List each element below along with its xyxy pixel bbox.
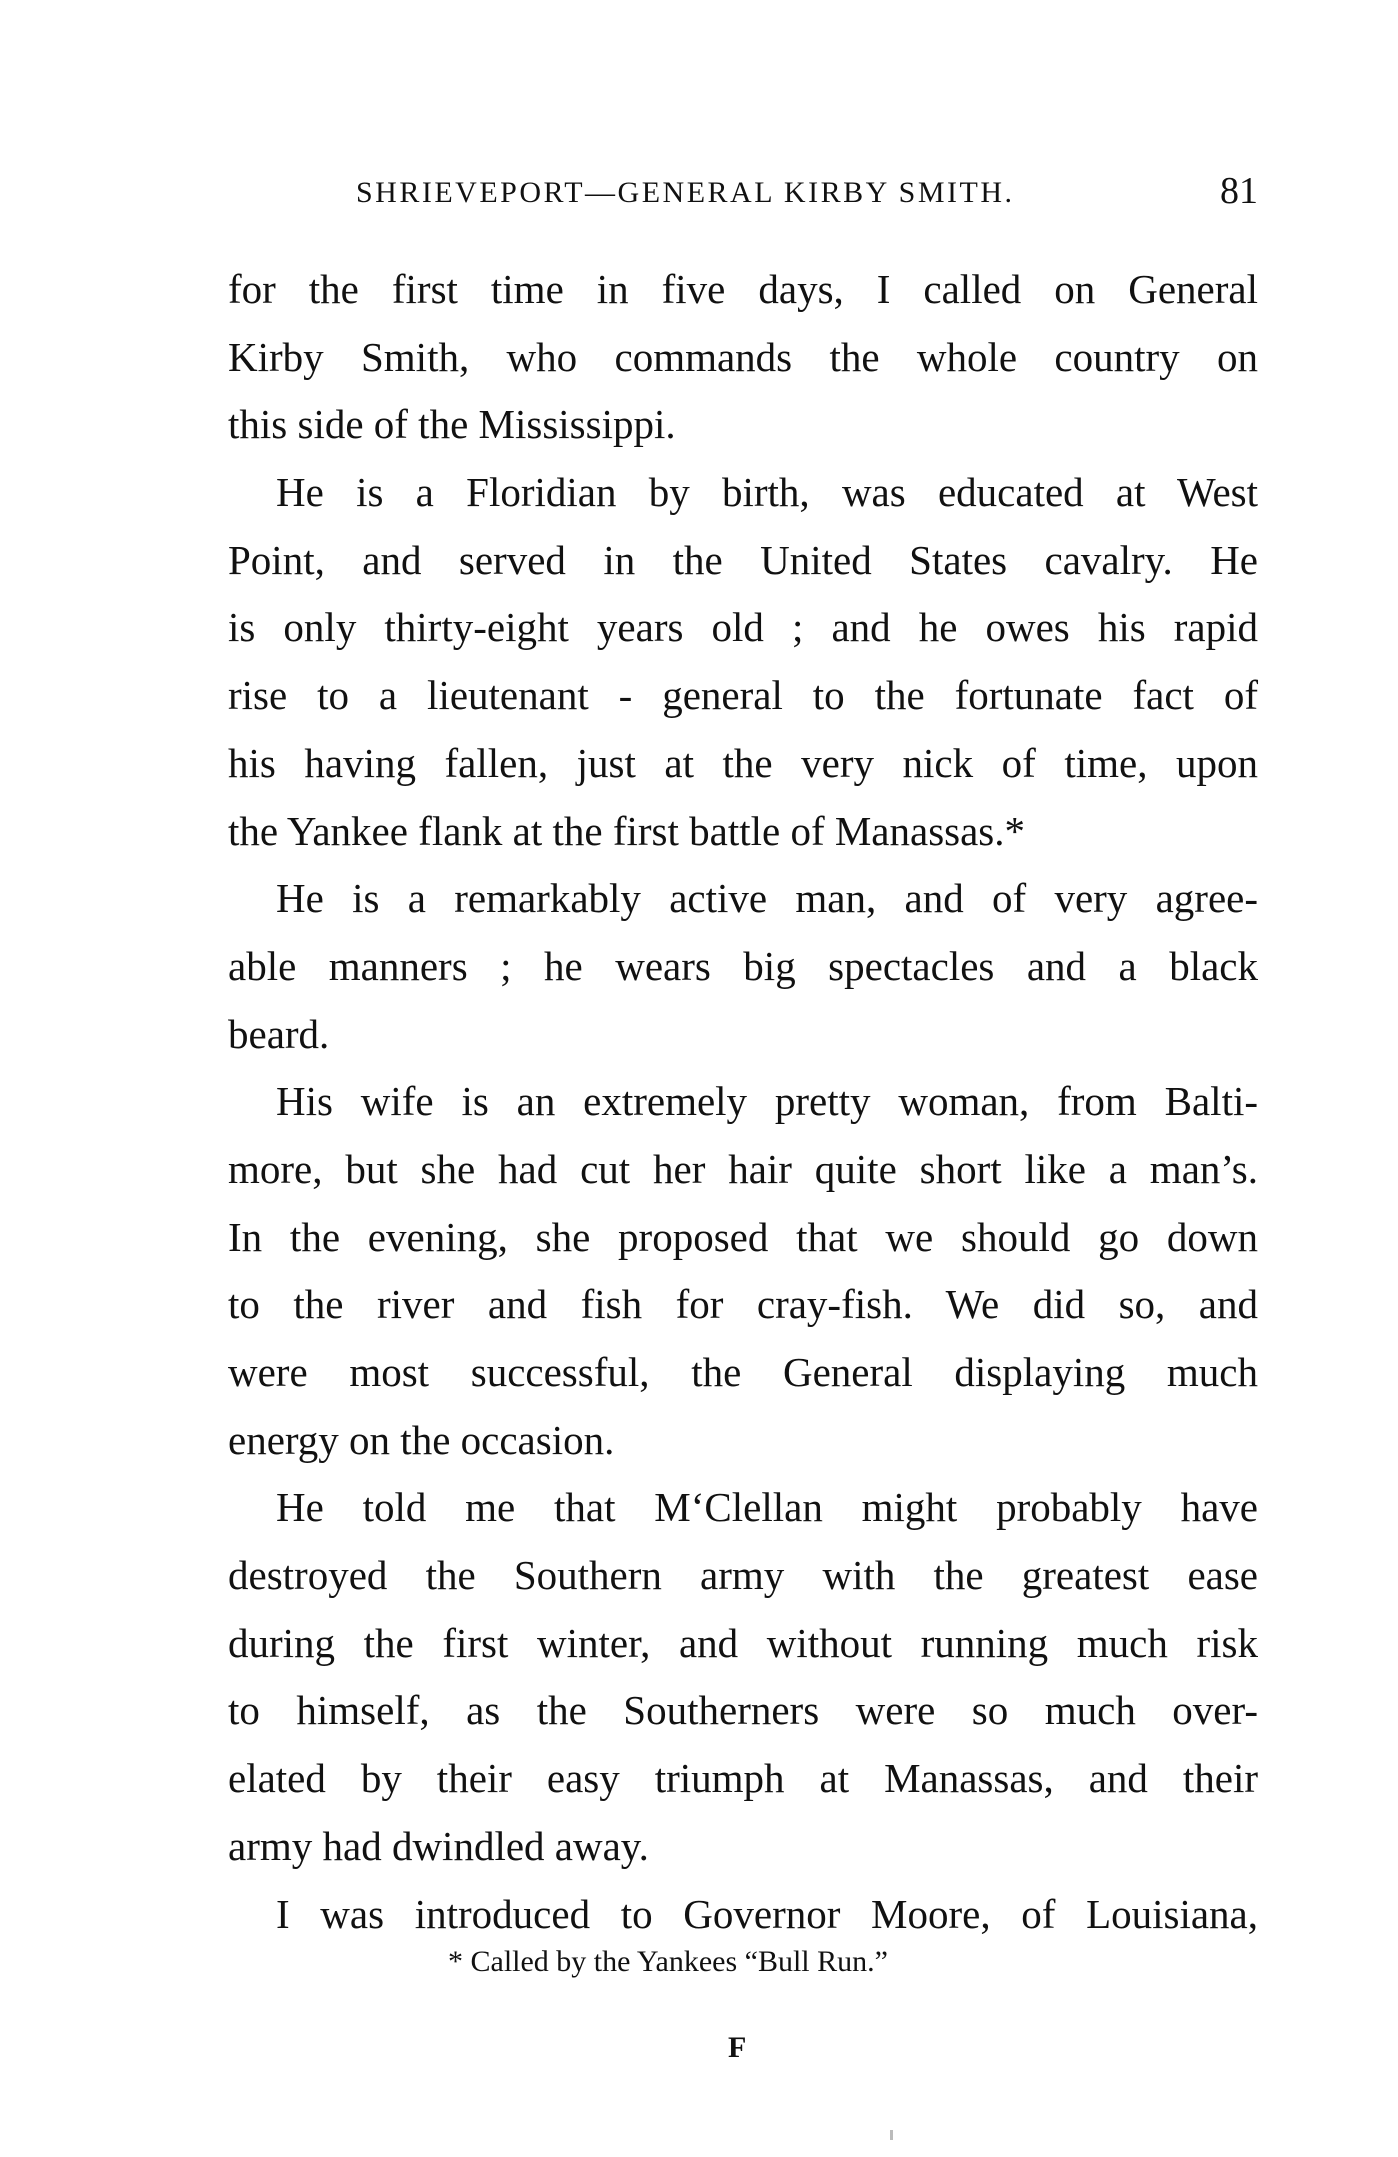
text-line: elated by their easy triumph at Manassas, and their	[228, 1755, 1258, 1802]
text-line: his having fallen, just at the very nick of time, upon	[228, 739, 1258, 786]
text-line: were most successful, the General displaying much	[228, 1349, 1258, 1395]
text-line: more, but she had cut her hair quite short like a man’s.	[228, 1145, 1258, 1192]
text-line: for the first time in five days, I called on General	[228, 266, 1258, 312]
text-line: to himself, as the Southerners were so much over-	[228, 1687, 1258, 1734]
text-line: Point, and served in the United States cavalry. He	[228, 536, 1258, 583]
text-line: energy on the occasion.	[228, 1416, 615, 1463]
text-line: Kirby Smith, who commands the whole country on	[228, 333, 1258, 380]
running-head	[228, 170, 1258, 230]
body-text	[228, 256, 1258, 1948]
text-line: the Yankee flank at the first battle of Manassas.*	[228, 807, 1026, 854]
signature-mark: F	[728, 2031, 747, 2064]
text-line: army had dwindled away.	[228, 1822, 649, 1869]
text-line: rise to a lieutenant - general to the fortunate fact of	[228, 672, 1258, 719]
text-line: this side of the Mississippi.	[228, 401, 676, 448]
page-number: 81	[1220, 170, 1258, 212]
text-line: In the evening, she proposed that we should go down	[228, 1213, 1258, 1260]
paragraph-start-line: He told me that M‘Clellan might probably have	[276, 1484, 1258, 1531]
text-line: beard.	[228, 1010, 330, 1057]
paragraph-start-line: He is a Floridian by birth, was educated at West	[276, 469, 1258, 516]
footnote: * Called by the Yankees “Bull Run.”	[448, 1945, 888, 1978]
paragraph-start-line: He is a remarkably active man, and of very agree-	[276, 875, 1258, 922]
running-title: SHRIEVEPORT—GENERAL KIRBY SMITH.	[356, 176, 1015, 209]
text-line: able manners ; he wears big spectacles and a black	[228, 942, 1258, 989]
text-line: during the first winter, and without running much risk	[228, 1619, 1258, 1666]
print-speck	[890, 2130, 893, 2140]
text-line: destroyed the Southern army with the greatest ease	[228, 1552, 1258, 1599]
paragraph-start-line: I was introduced to Governor Moore, of Louisiana,	[276, 1890, 1258, 1937]
text-line: is only thirty-eight years old ; and he owes his rapid	[228, 604, 1258, 651]
text-line: to the river and fish for cray-fish. We did so, and	[228, 1281, 1258, 1328]
paragraph-start-line: His wife is an extremely pretty woman, from Balti-	[276, 1078, 1258, 1125]
